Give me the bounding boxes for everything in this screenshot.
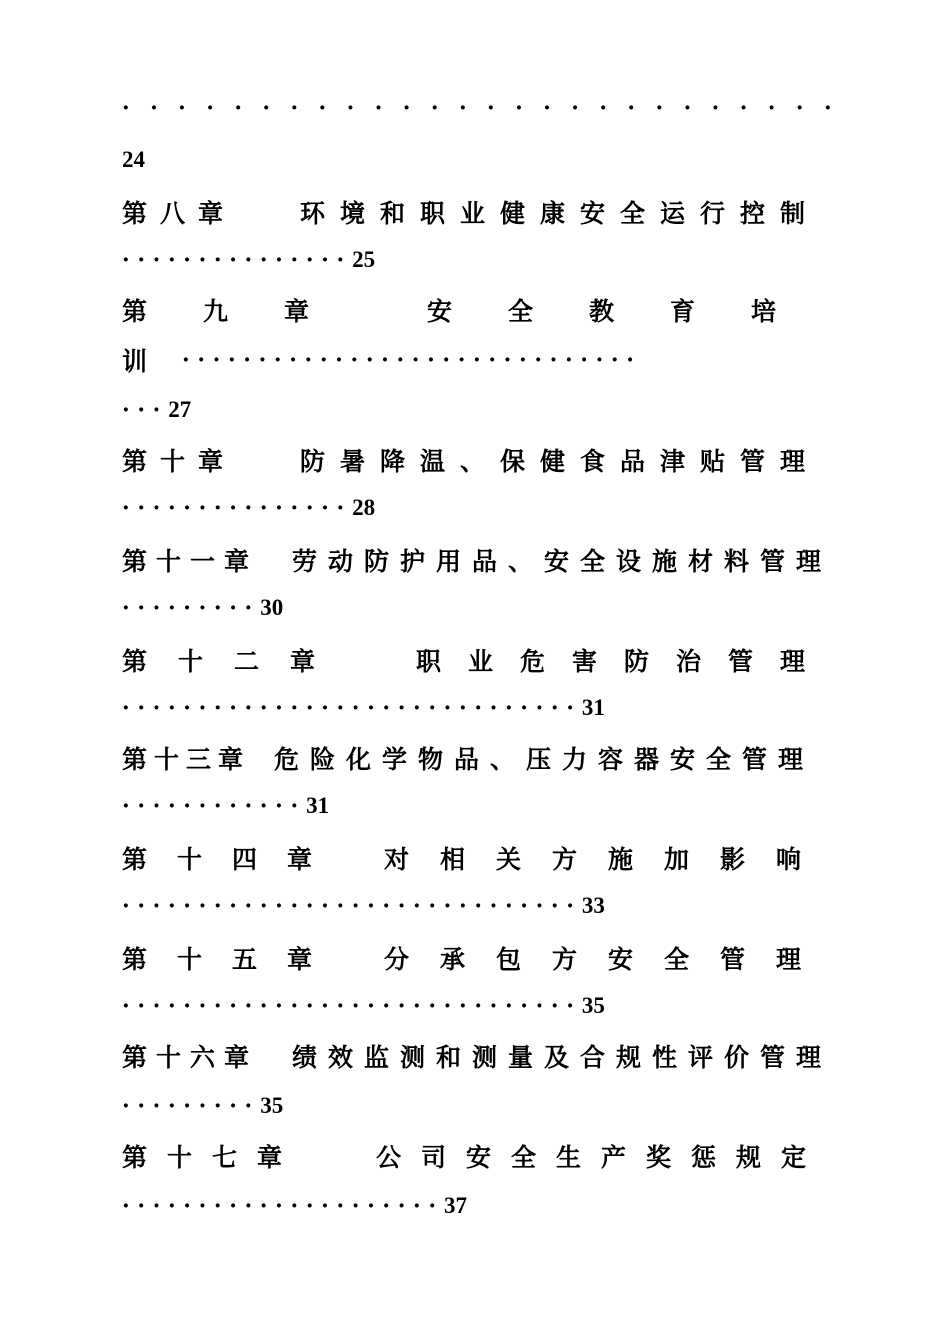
toc-entry-ch8[interactable] bbox=[122, 192, 832, 232]
dot-leader: · · · · · · · · · · · · · · · · · · · · · · · · · · · · · · bbox=[122, 695, 574, 721]
chapter-label: 第十六章 bbox=[122, 1043, 259, 1072]
chapter-label: 第九章 bbox=[122, 297, 366, 326]
toc-entry-ch9[interactable] bbox=[122, 290, 832, 330]
toc-leader-ch15 bbox=[122, 986, 832, 1026]
toc-entry-ch13[interactable] bbox=[122, 738, 832, 778]
toc-entry-ch15[interactable] bbox=[122, 938, 832, 978]
dot-leader: · · · · · · · · · · · · · · · · · · · · · · · · · · · · · · bbox=[122, 893, 574, 919]
dot-leader: · · · · · · · · · · · · · · · · · · · · · bbox=[122, 1193, 437, 1219]
chapter-title: 安全教育培 bbox=[426, 297, 832, 326]
chapter-label: 第十七章 bbox=[122, 1143, 303, 1172]
page-number: 35 bbox=[260, 1093, 284, 1118]
toc-page-number-row bbox=[122, 140, 832, 180]
toc-leader-ch9 bbox=[122, 390, 832, 430]
toc-entry-ch12[interactable] bbox=[122, 640, 832, 680]
dot-leader: · · · · · · · · · · · · · · · bbox=[122, 495, 345, 521]
chapter-title: 职业危害防治管理 bbox=[415, 647, 832, 676]
toc-leader-ch16 bbox=[122, 1086, 832, 1126]
chapter-label: 第十五章 bbox=[122, 945, 343, 974]
toc-leader-top: · · · · · · · · · · · · · · · · · · · · · · · · · · bbox=[122, 95, 832, 121]
page-number: 37 bbox=[444, 1193, 468, 1218]
page-number: 31 bbox=[581, 695, 605, 720]
chapter-title: 劳动防护用品、安全设施材料管理 bbox=[291, 547, 832, 576]
page-number: 28 bbox=[352, 495, 376, 520]
page-number: 35 bbox=[581, 993, 605, 1018]
dot-leader: · · · · · · · · · bbox=[122, 1093, 253, 1119]
page-number: 33 bbox=[581, 893, 605, 918]
toc-entry-ch16[interactable] bbox=[122, 1036, 832, 1076]
chapter-label: 第十四章 bbox=[122, 845, 343, 874]
toc-entry-ch14[interactable] bbox=[122, 838, 832, 878]
dot-leader: · · · · · · · · · · · · bbox=[122, 793, 299, 819]
toc-entry-ch10[interactable] bbox=[122, 440, 832, 480]
chapter-title: 公司安全生产奖惩规定 bbox=[376, 1143, 827, 1172]
page-number: 30 bbox=[260, 595, 284, 620]
chapter-title: 防暑降温、保健食品津贴管理 bbox=[300, 447, 821, 476]
dot-leader: · · · · · · · · · bbox=[122, 595, 253, 621]
toc-leader-ch10 bbox=[122, 488, 832, 528]
chapter-title: 危险化学物品、压力容器安全管理 bbox=[274, 745, 815, 774]
chapter-title-continued: 训 bbox=[122, 347, 148, 376]
toc-leader-ch17 bbox=[122, 1186, 832, 1226]
chapter-title: 绩效监测和测量及合规性评价管理 bbox=[291, 1043, 832, 1072]
toc-entry-ch17[interactable] bbox=[122, 1136, 832, 1176]
chapter-label: 第十二章 bbox=[122, 647, 347, 676]
dot-leader: · · · · · · · · · · · · · · · bbox=[122, 247, 345, 273]
page-number: 25 bbox=[352, 247, 376, 272]
toc-entry-ch9-cont bbox=[122, 340, 832, 380]
toc-leader-ch12 bbox=[122, 688, 832, 728]
toc-leader-ch11 bbox=[122, 588, 832, 628]
chapter-label: 第十一章 bbox=[122, 547, 259, 576]
chapter-title: 环境和职业健康安全运行控制 bbox=[300, 199, 821, 228]
page-number: 27 bbox=[168, 397, 192, 422]
dot-leader: · · · · · · · · · · · · · · · · · · · · · · · · · · · · · · bbox=[182, 347, 634, 373]
toc-leader-ch8 bbox=[122, 240, 832, 280]
page-number: 31 bbox=[306, 793, 330, 818]
dot-leader: · bbox=[122, 95, 130, 121]
chapter-title: 对相关方施加影响 bbox=[383, 845, 832, 874]
chapter-label: 第十三章 bbox=[122, 745, 251, 774]
dot-leader: · · · · · · · · · · · · · · · · · · · · · · · · · · · · · · bbox=[122, 993, 574, 1019]
toc-entry-ch11[interactable] bbox=[122, 540, 832, 580]
dot-leader: · · · bbox=[122, 397, 161, 423]
chapter-label: 第十章 bbox=[122, 447, 237, 476]
toc-leader-ch14 bbox=[122, 886, 832, 926]
page-number: 24 bbox=[122, 147, 145, 172]
chapter-title: 分承包方安全管理 bbox=[383, 945, 832, 974]
chapter-label: 第八章 bbox=[122, 199, 237, 228]
toc-leader-ch13 bbox=[122, 786, 832, 826]
